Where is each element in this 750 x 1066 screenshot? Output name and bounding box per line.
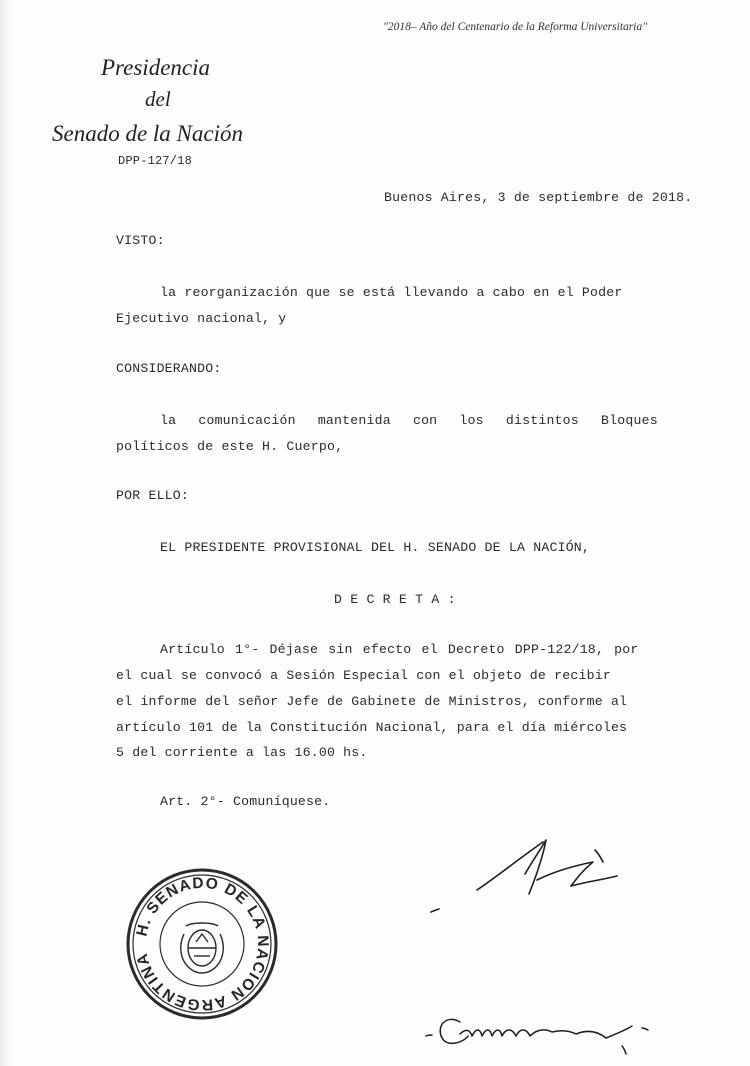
- considerando-heading: CONSIDERANDO:: [116, 361, 222, 376]
- page-edge-shadow: [0, 0, 12, 1066]
- year-motto: "2018– Año del Centenario de la Reforma Universitaria": [383, 21, 648, 33]
- article-1-line-1: Artículo 1°- Déjase sin efecto el Decreto DPP-122/18, por: [160, 642, 639, 657]
- letterhead-line-senado: Senado de la Nación: [52, 121, 243, 146]
- considerando-line-1: la comunicación mantenida con los distintos Bloques: [160, 413, 658, 428]
- visto-line-1: la reorganización que se está llevando a cabo en el Poder: [160, 285, 623, 300]
- considerando-line-2: políticos de este H. Cuerpo,: [116, 439, 344, 454]
- article-1-line-5: 5 del corriente a las 16.00 hs.: [116, 745, 368, 760]
- seal-text: H. SENADO DE LA NACION ARGENTINA: [133, 874, 272, 1014]
- por-ello-heading: POR ELLO:: [116, 488, 190, 503]
- visto-heading: VISTO:: [116, 233, 165, 248]
- coat-of-arms-icon: [181, 923, 224, 973]
- article-1-line-2: el cual se convocó a Sesión Especial con el objeto de recibir: [116, 668, 611, 683]
- document-reference: DPP-127/18: [118, 154, 193, 168]
- article-2: Art. 2°- Comuníquese.: [160, 794, 331, 809]
- visto-line-2: Ejecutivo nacional, y: [116, 311, 287, 326]
- letterhead-line-del: del: [145, 87, 171, 111]
- signature-lower: [420, 1000, 660, 1060]
- decreta-heading: D E C R E T A :: [334, 592, 456, 607]
- signature-upper: [425, 828, 630, 923]
- senate-seal: [122, 864, 282, 1024]
- letterhead-line-presidencia: Presidencia: [101, 55, 211, 80]
- article-1-line-3: el informe del señor Jefe de Gabinete de Ministros, conforme al: [116, 694, 628, 709]
- article-1-line-4: artículo 101 de la Constitución Nacional, para el día miércoles: [116, 720, 628, 735]
- place-and-date: Buenos Aires, 3 de septiembre de 2018.: [384, 190, 693, 205]
- authority-line: EL PRESIDENTE PROVISIONAL DEL H. SENADO DE LA NACIÓN,: [160, 540, 591, 555]
- svg-text:H. SENADO DE LA NACION ARGENTI: [133, 875, 271, 1014]
